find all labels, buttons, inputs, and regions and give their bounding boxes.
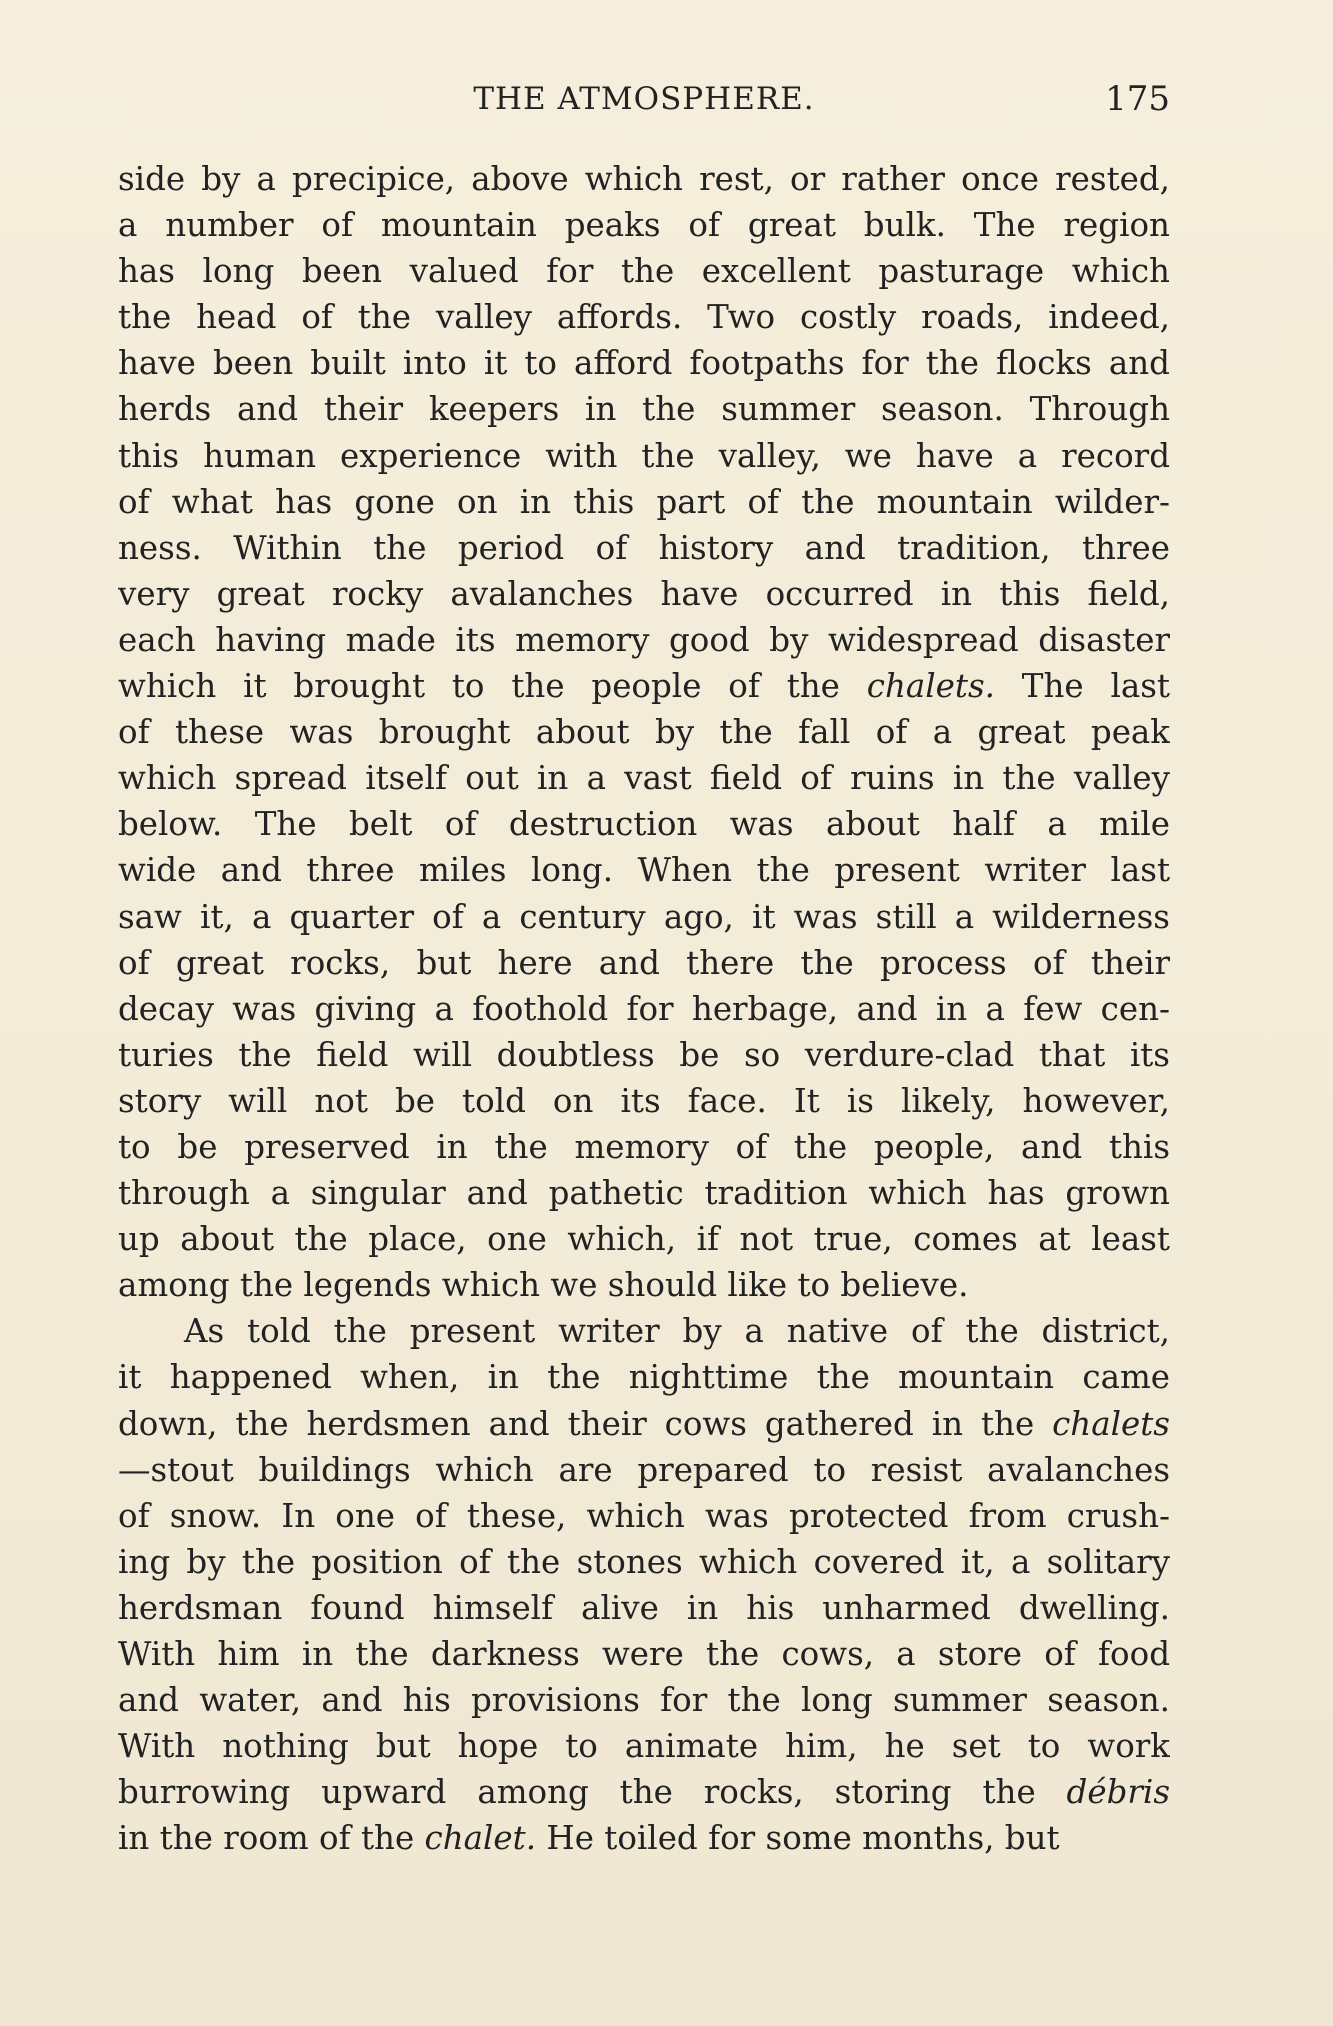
text-line: With him in the darkness were the cows, a store of food [118,1635,1170,1673]
text-line: through a singular and pathetic tradition which has grown [118,1174,1170,1213]
text-line: story will not be told on its face. It is likely, however, [118,1081,1170,1120]
paragraph [118,156,1170,1308]
italic-term: chalet. [424,1819,537,1858]
text-line: of great rocks, but here and there the process of their [118,943,1170,982]
text-line: a number of mountain peaks of great bulk. The region [118,206,1170,245]
text-line: have been built into it to afford footpaths for the flocks and [118,344,1170,383]
text-line: With nothing but hope to animate him, he set to work [118,1727,1170,1766]
text-line: herdsman found himself alive in his unharmed dwelling. [118,1588,1170,1627]
text-line: to be preserved in the memory of the people, and this [118,1127,1170,1166]
text-line: which it brought to the people of the chalets. The last [118,667,1170,706]
text-line: ing by the position of the stones which covered it, a solitary [118,1542,1170,1581]
text-line: it happened when, in the nighttime the mountain came [118,1358,1170,1397]
running-head [118,76,1170,122]
text-line: burrowing upward among the rocks, storing the débris [118,1773,1170,1812]
text-line: which spread itself out in a vast field of ruins in the valley [118,759,1170,798]
text-line: of snow. In one of these, which was protected from crush- [118,1496,1170,1535]
text-line: decay was giving a foothold for herbage, and in a few cen- [118,989,1170,1028]
text-line: herds and their keepers in the summer season. Through [118,390,1170,429]
text-line: up about the place, one which, if not true, comes at least [118,1220,1170,1259]
text-line: the head of the valley affords. Two costly roads, indeed, [118,298,1170,337]
text-line: each having made its memory good by widespread disaster [118,620,1170,659]
text-line: this human experience with the valley, we have a record [118,436,1170,475]
text-line: As told the present writer by a native of the district, [184,1312,1170,1351]
text-line: down, the herdsmen and their cows gathered in the chalets [118,1404,1170,1443]
running-title: THE ATMOSPHERE. [473,81,815,117]
text-line: wide and three miles long. When the present writer last [118,851,1170,890]
text-line: side by a precipice, above which rest, or rather once rested, [118,160,1170,198]
text-line: —stout buildings which are prepared to resist avalanches [118,1450,1170,1489]
italic-term: débris [1066,1773,1170,1812]
text-line: below. The belt of destruction was about half a mile [118,805,1170,844]
paragraph [118,1308,1170,1861]
text-line: has long been valued for the excellent pasturage which [118,252,1170,291]
page-number: 175 [1105,79,1170,119]
text-line: among the legends which we should like to believe. [118,1266,969,1305]
body-text [118,156,1170,1861]
text-line: and water, and his provisions for the long summer season. [118,1681,1170,1720]
text-line: ness. Within the period of history and tradition, three [118,528,1170,567]
text-line: very great rocky avalanches have occurred in this field, [118,574,1170,613]
text-line: of these was brought about by the fall of a great peak [118,713,1170,752]
text-line: of what has gone on in this part of the mountain wilder- [118,482,1170,521]
italic-term: chalets. [866,667,995,706]
text-line: saw it, a quarter of a century ago, it was still a wilderness [118,897,1170,936]
text-line: turies the field will doubtless be so verdure-clad that its [118,1035,1170,1074]
text-line: in the room of the chalet. He toiled for some months, but [118,1819,1060,1858]
italic-term: chalets [1052,1404,1170,1443]
